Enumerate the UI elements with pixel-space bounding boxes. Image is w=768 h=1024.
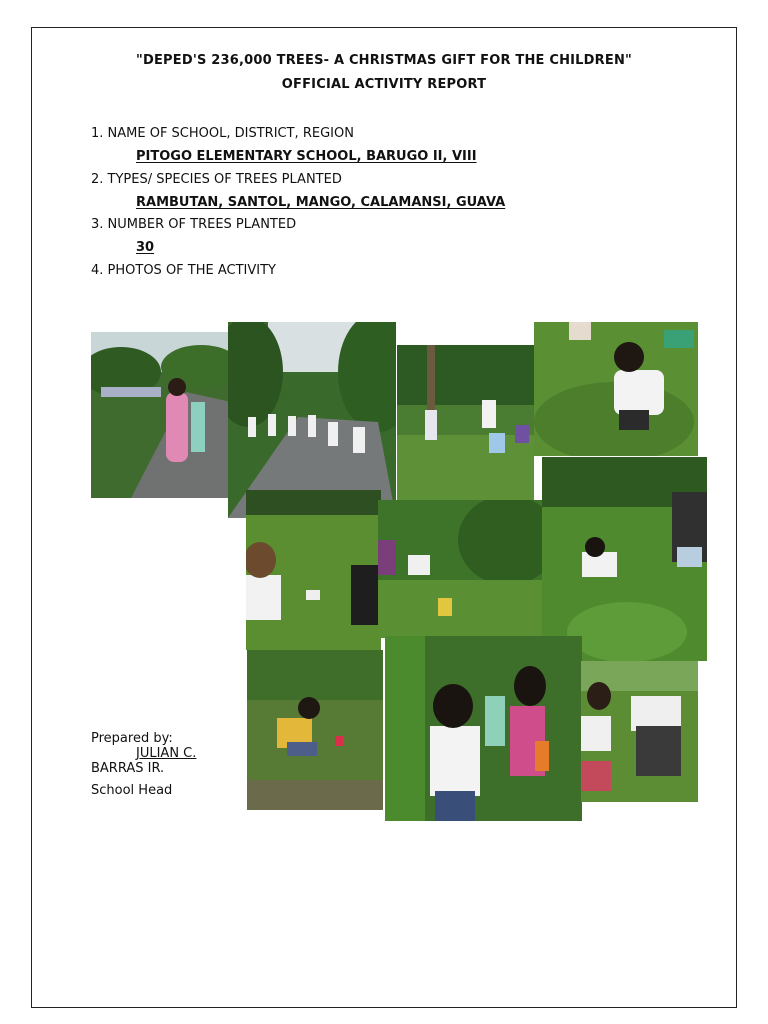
activity-photo-girl-crouching bbox=[246, 490, 381, 650]
activity-photo-group-planting bbox=[397, 345, 534, 500]
activity-photo-girl-yellow bbox=[247, 650, 383, 810]
activity-photo-boy-planting bbox=[534, 322, 698, 456]
activity-photo-road-1 bbox=[91, 332, 231, 498]
activity-photo-kids-digging bbox=[581, 661, 698, 802]
signatory-position: School Head bbox=[91, 783, 173, 798]
item-school-label: 1. NAME OF SCHOOL, DISTRICT, REGION bbox=[91, 126, 354, 141]
activity-photo-boy-kneeling bbox=[542, 457, 707, 661]
signatory-name-line2: BARRAS IR. bbox=[91, 761, 165, 776]
activity-photo-children-field bbox=[378, 500, 544, 638]
item-school-answer: PITOGO ELEMENTARY SCHOOL, BARUGO II, VIII bbox=[136, 149, 477, 164]
item-species-answer: RAMBUTAN, SANTOL, MANGO, CALAMANSI, GUAVA bbox=[136, 195, 506, 210]
activity-photo-girls-holding-seedlings bbox=[385, 636, 582, 821]
activity-photo-road-2 bbox=[228, 322, 396, 518]
item-species-label: 2. TYPES/ SPECIES OF TREES PLANTED bbox=[91, 172, 342, 187]
item-count-label: 3. NUMBER OF TREES PLANTED bbox=[91, 217, 297, 232]
signatory-name-line1: JULIAN C. bbox=[136, 746, 197, 761]
prepared-by-label: Prepared by: bbox=[91, 731, 173, 746]
item-count-answer: 30 bbox=[136, 240, 155, 255]
report-title: "DEPED'S 236,000 TREES- A CHRISTMAS GIFT FOR THE CHILDREN" bbox=[135, 53, 633, 68]
report-subtitle: OFFICIAL ACTIVITY REPORT bbox=[281, 77, 487, 92]
item-photos-label: 4. PHOTOS OF THE ACTIVITY bbox=[91, 263, 276, 278]
